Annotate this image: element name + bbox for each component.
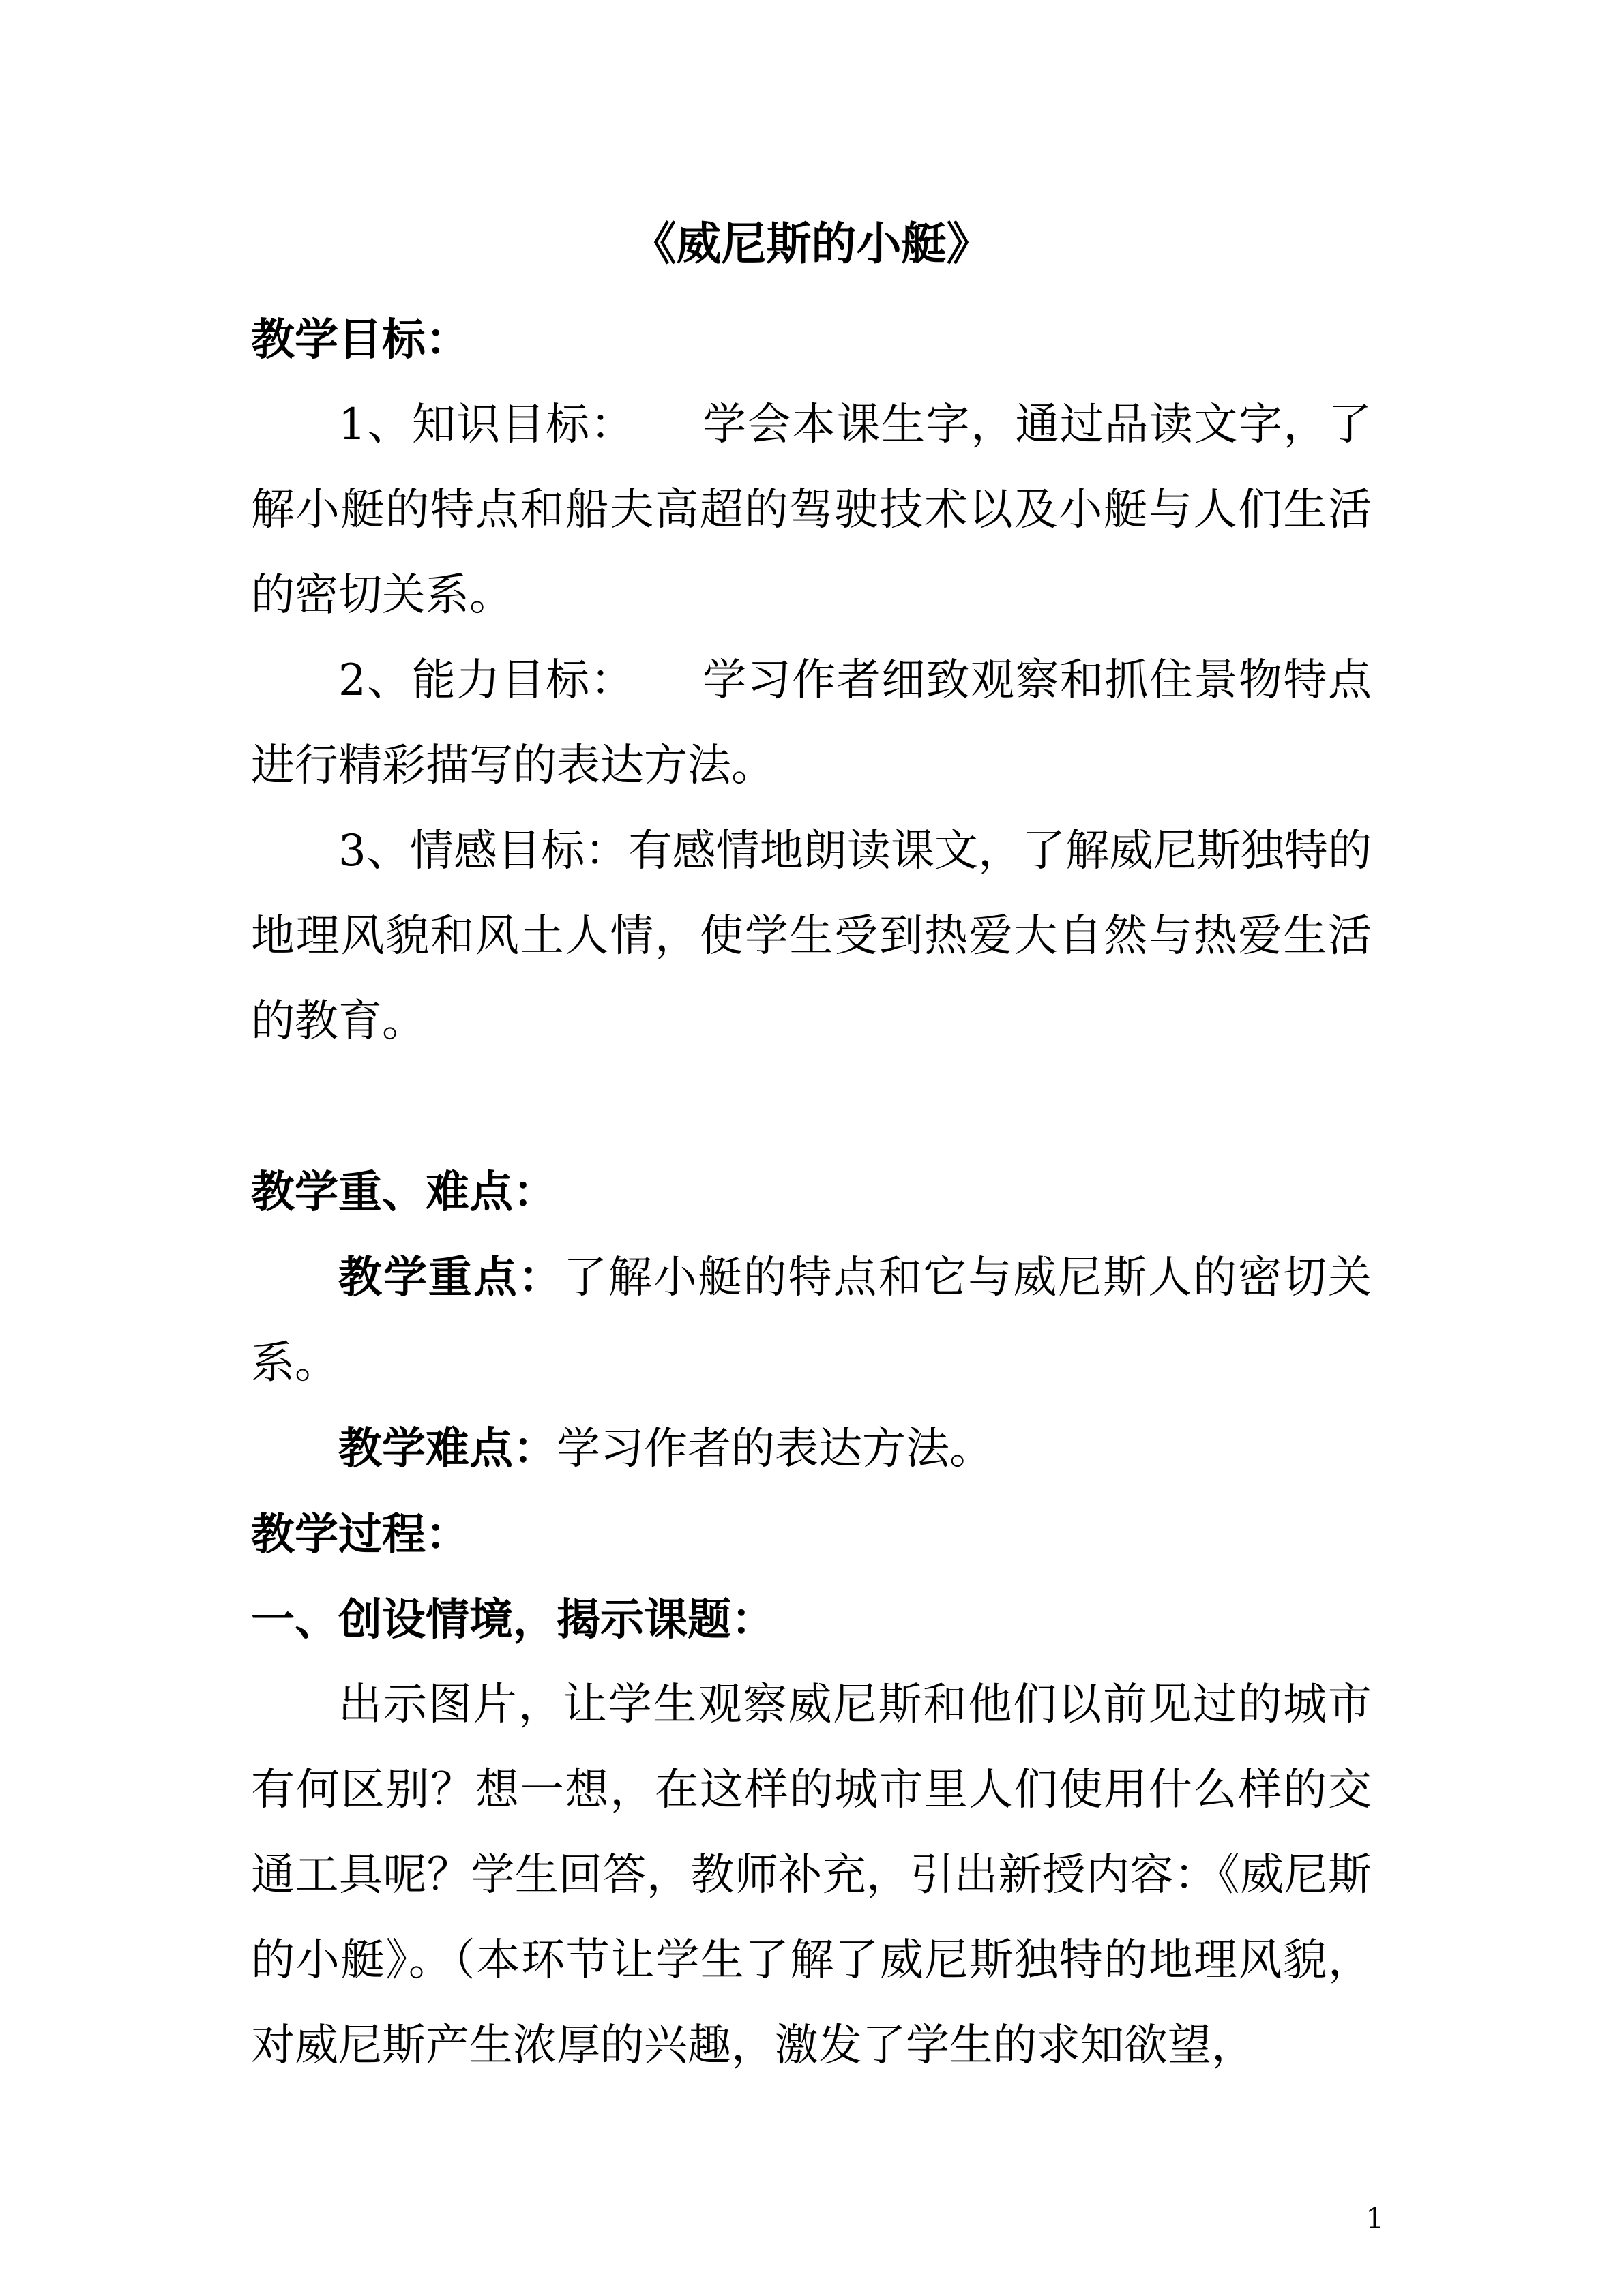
goal-item-knowledge: 1、知识目标： 学会本课生字，通过品读文字，了解小艇的特点和船夫高超的驾驶技术以及小艇与人们生活的密切关系。 — [251, 400, 1372, 621]
document-title: 《威尼斯的小艇》 — [631, 217, 992, 270]
goal-item-ability: 2、能力目标： 学习作者细致观察和抓住景物特点进行精彩描写的表达方法。 — [251, 655, 1372, 791]
teaching-difficulty-label: 教学难点： — [338, 1423, 557, 1474]
goal-item-emotion: 3、情感目标：有感情地朗读课文，了解威尼斯独特的地理风貌和风土人情，使学生受到热爱大自然与热爱生活的教育。 — [251, 826, 1372, 1047]
teaching-difficulty-text: 学习作者的表达方法。 — [557, 1424, 993, 1474]
section-heading-teaching-goals: 教学目标： — [251, 314, 469, 366]
section-heading-key-points: 教学重、难点： — [251, 1167, 557, 1218]
teaching-difficulty-paragraph — [251, 1406, 1372, 1492]
teaching-focus-label: 教学重点： — [338, 1252, 563, 1303]
section-heading-process: 教学过程： — [251, 1509, 469, 1560]
process-step1-heading: 一、创设情境，揭示课题： — [251, 1594, 775, 1645]
teaching-focus-text: 了解小艇的特点和它与威尼斯人的密切关系。 — [251, 1253, 1372, 1388]
process-step1-paragraph: 出示图片，让学生观察威尼斯和他们以前见过的城市有何区别？想一想，在这样的城市里人们使用什么样的交通工具呢？学生回答，教师补充，引出新授内容：《威尼斯的小艇》。（本环节让学生了解了威尼斯独特的地理风貌，对威尼斯产生浓厚的兴趣，激发了学生的求知欲望， — [251, 1680, 1372, 2071]
teaching-focus-paragraph — [251, 1235, 1372, 1406]
page-number: 1 — [1365, 2202, 1384, 2235]
